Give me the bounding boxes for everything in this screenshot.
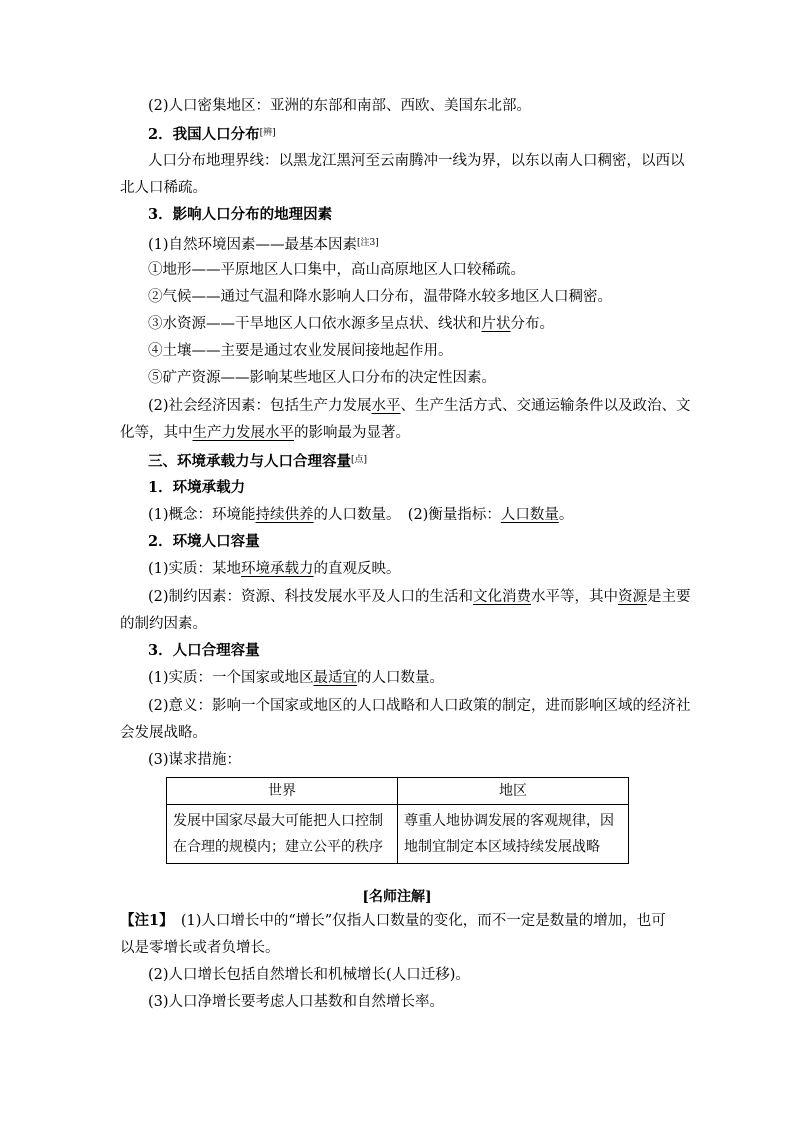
tag-dian: [点]: [351, 455, 368, 465]
text: 的人口数量。: [357, 670, 445, 686]
text: (1)实质：某地: [148, 561, 242, 577]
dense-areas-line: (2)人口密集地区：亚洲的东部和南部、西欧、美国东北部。: [148, 98, 532, 114]
factor-social-b: [120, 423, 680, 443]
notes-heading: [名师注解]: [362, 889, 432, 905]
text: 化等，其中: [120, 425, 193, 441]
underlined-text: 环境承载力: [241, 561, 314, 577]
measures-table: [166, 777, 629, 864]
tag-note3: [注3]: [357, 238, 379, 248]
title-text: 三、环境承载力与人口合理容量: [148, 453, 351, 470]
text: 。: [558, 507, 574, 523]
heading-factors: 3．影响人口分布的地理因素: [148, 206, 333, 223]
factor-natural: [148, 233, 708, 255]
note1-item2: (2)人口增长包括自然增长和机械增长(人口迁移)。: [148, 967, 470, 983]
underlined-text: 资源: [618, 589, 648, 605]
text: 的影响最为显著。: [294, 425, 410, 441]
heading-carrying-capacity: 1．环境承载力: [148, 479, 246, 496]
factor-terrain: ①地形——平原地区人口集中，高山高原地区人口较稀疏。: [148, 262, 525, 278]
text: (1)人口增长中的“增长”仅指人口数量的变化，而不一定是数量的增加，也可: [166, 913, 666, 929]
text: 水平等，其中: [531, 589, 619, 605]
environmental-capacity-constraints-b: 的制约因素。: [120, 616, 207, 632]
underlined-text: 最适宜: [313, 670, 358, 686]
underlined-text: 生产力发展水平: [192, 425, 294, 441]
factor-minerals: ⑤矿产资源——影响某些地区人口分布的决定性因素。: [148, 370, 496, 386]
note1-line-b: 以是零增长或者负增长。: [120, 940, 280, 956]
underlined-text: 人口数量: [500, 507, 559, 523]
table-cell-region: 尊重人地协调发展的客观规律，因地制宜制定本区域持续发展战略: [398, 805, 629, 864]
underlined-text: 水平: [371, 398, 401, 414]
factor-social-a: [148, 396, 708, 416]
environmental-capacity-constraints-a: [148, 587, 708, 607]
text: 的人口数量。 (2)衡量指标：: [313, 507, 501, 523]
note1-line-a: [120, 911, 680, 931]
heading-china-distribution: [148, 123, 708, 145]
table-header-row: [167, 778, 629, 805]
heading-environmental-capacity: 2．环境人口容量: [148, 533, 260, 550]
reasonable-capacity-significance-a: (2)意义：影响一个国家或地区的人口战略和人口政策的制定，进而影响区域的经济社: [148, 698, 691, 714]
table-row: [167, 805, 629, 864]
text: 、生产生活方式、交通运输条件以及政治、文: [400, 398, 691, 414]
boundary-line-b: 北人口稀疏。: [120, 180, 207, 196]
underlined-text: 文化消费: [473, 589, 532, 605]
table-header-region: 地区: [398, 778, 629, 805]
text: 的直观反映。: [313, 561, 401, 577]
reasonable-capacity-significance-b: 会发展战略。: [120, 725, 207, 741]
text: 分布。: [510, 316, 554, 332]
text: (1)实质：一个国家或地区: [148, 670, 314, 686]
tag-bian: [辨]: [259, 128, 276, 138]
environmental-capacity-essence: [148, 559, 708, 579]
note1-item3: (3)人口净增长要考虑人口基数和自然增长率。: [148, 994, 445, 1010]
factor-climate: ②气候——通过气温和降水影响人口分布，温带降水较多地区人口稠密。: [148, 289, 612, 305]
underlined-text: 片状: [481, 316, 511, 332]
text: 是主要: [647, 589, 691, 605]
section3-title: [148, 450, 708, 472]
text: (2)社会经济因素：包括生产力发展: [148, 398, 372, 414]
factor-water: [148, 314, 708, 334]
text: ③水资源——干旱地区人口依水源多呈点状、线状和: [148, 316, 482, 332]
note1-label: 【注1】: [120, 912, 167, 929]
heading-reasonable-capacity: 3．人口合理容量: [148, 642, 260, 659]
measures-label: (3)谋求措施：: [148, 752, 242, 768]
heading-text: 2．我国人口分布: [148, 126, 260, 143]
text: (2)制约因素：资源、科技发展水平及人口的生活和: [148, 589, 474, 605]
reasonable-capacity-essence: [148, 668, 708, 688]
underlined-text: 持续供养: [255, 507, 314, 523]
table-header-world: 世界: [167, 778, 398, 805]
factor-natural-text: (1)自然环境因素——最基本因素: [148, 237, 358, 253]
table-cell-world: 发展中国家尽最大可能把人口控制在合理的规模内；建立公平的秩序: [167, 805, 398, 864]
factor-soil: ④土壤——主要是通过农业发展间接地起作用。: [148, 343, 453, 359]
carrying-capacity-concept: [148, 505, 708, 525]
text: (1)概念：环境能: [148, 507, 256, 523]
boundary-line-a: 人口分布地理界线：以黑龙江黑河至云南腾冲一线为界，以东以南人口稠密，以西以: [148, 153, 685, 169]
